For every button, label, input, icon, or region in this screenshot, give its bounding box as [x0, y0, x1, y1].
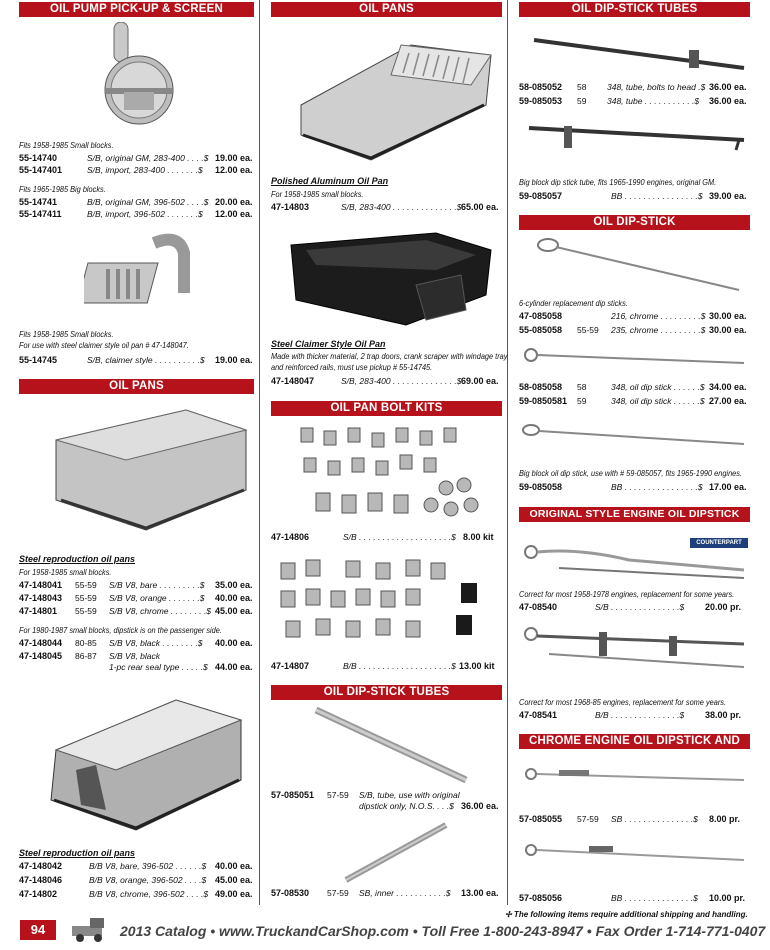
description: SB, inner . . . . . . . . . . .$ [359, 888, 451, 898]
part-number: 47-08541 [519, 710, 558, 720]
product-row [19, 580, 254, 591]
price: 17.00 ea. [709, 482, 747, 492]
part-number: 47-148045 [19, 651, 63, 661]
price: 36.00 ea. [461, 801, 499, 811]
description: B/B . . . . . . . . . . . . . . . . . . . .$ [343, 661, 456, 671]
year-range: 80-85 [75, 638, 97, 648]
description: B/B, original GM, 396-502 . . . .$ [87, 197, 209, 207]
year-range: 55-59 [75, 593, 97, 603]
part-number: 57-085056 [519, 893, 563, 903]
year-range: 55-59 [75, 580, 97, 590]
year-range: 58 [577, 382, 587, 392]
product-title: Steel reproduction oil pans [19, 848, 136, 858]
price: 35.00 ea. [215, 580, 253, 590]
price: 8.00 pr. [709, 814, 741, 824]
product-row [519, 96, 750, 107]
part-number: 57-08530 [271, 888, 310, 898]
fitment-note: For 1980-1987 small blocks, dipstick is on the passenger side. [19, 626, 222, 635]
description: S/B, original GM, 283-400 . . . .$ [87, 153, 209, 163]
description: 348, tube . . . . . . . . . . .$ [607, 96, 700, 106]
part-number: 55-14740 [19, 153, 58, 163]
description: S/B V8, chrome . . . . . . . .$ [109, 606, 212, 616]
description: SB . . . . . . . . . . . . . . .$ [611, 814, 698, 824]
year-range: 86-87 [75, 651, 97, 661]
truck-logo-icon [70, 914, 114, 944]
product-row [519, 311, 750, 322]
year-range: 57-59 [577, 814, 599, 824]
fitment-note: Made with thicker material, 2 trap doors, crank scraper with windage tray [271, 352, 508, 361]
part-number: 47-085058 [519, 311, 563, 321]
product-row [271, 202, 502, 213]
price: 44.00 ea. [215, 662, 253, 672]
description: B/B . . . . . . . . . . . . . . .$ [595, 710, 685, 720]
section-header-oil-pans: OIL PANS [271, 2, 502, 17]
sb-bolt-kit-image [296, 423, 481, 523]
year-range: 55-59 [75, 606, 97, 616]
shipping-note: ✢ The following items require additional shipping and handling. [505, 910, 748, 919]
dipstick-tube-nos-image [306, 705, 476, 785]
inner-dipstick-tube-image [336, 820, 456, 885]
price: 30.00 ea. [709, 311, 747, 321]
column-divider [507, 0, 508, 905]
part-number: 47-148046 [19, 875, 63, 885]
polished-aluminum-oil-pan-image [291, 25, 501, 170]
price: 13.00 kit [459, 661, 495, 671]
part-number: 47-08540 [519, 602, 558, 612]
product-row-continued [19, 662, 254, 673]
oil-pan-chrome-image [36, 680, 256, 840]
price: 12.00 ea. [215, 209, 253, 219]
product-row [519, 325, 750, 336]
price: 36.00 ea. [709, 96, 747, 106]
oil-pan-bare-image [36, 400, 256, 540]
price: 69.00 ea. [461, 376, 499, 386]
part-number: 57-085055 [519, 814, 563, 824]
catalog-footer-line: 2013 Catalog • www.TruckandCarShop.com • Toll Free 1-800-243-8947 • Fax Order 1-714-771-0407 [120, 923, 766, 939]
product-row [271, 790, 502, 801]
product-title: Polished Aluminum Oil Pan [271, 176, 389, 186]
oil-pump-pickup-image [84, 22, 194, 127]
column-divider [259, 0, 260, 905]
product-title: Steel reproduction oil pans [19, 554, 136, 564]
part-number: 47-148047 [271, 376, 315, 386]
description: B/B V8, chrome, 396-502 . . . .$ [89, 889, 209, 899]
price: 40.00 ea. [215, 638, 253, 648]
348-dipstick-image [519, 345, 749, 370]
part-number: 55-14745 [19, 355, 58, 365]
section-header-oil-pan-bolt-kits: OIL PAN BOLT KITS [271, 401, 502, 416]
product-row [519, 482, 750, 493]
part-number: 47-14807 [271, 661, 310, 671]
description: BB . . . . . . . . . . . . . . . .$ [611, 482, 703, 492]
part-number: 47-14802 [19, 889, 58, 899]
description: B/B V8, orange, 396-502 . . . .$ [89, 875, 207, 885]
part-number: 55-085058 [519, 325, 563, 335]
price: 65.00 ea. [461, 202, 499, 212]
section-header-oil-pump-pickup: OIL PUMP PICK-UP & SCREEN [19, 2, 254, 17]
description: S/B V8, black . . . . . . . .$ [109, 638, 203, 648]
product-row [519, 893, 750, 904]
part-number: 55-14741 [19, 197, 58, 207]
bb-bolt-kit-image [276, 555, 491, 650]
product-row [519, 710, 750, 721]
year-range: 59 [577, 396, 587, 406]
price: 36.00 ea. [709, 82, 747, 92]
bb-pickup-screen-image [84, 233, 204, 313]
bb-chrome-dipstick-image [519, 840, 749, 870]
price: 49.00 ea. [215, 889, 253, 899]
year-range: 55-59 [577, 325, 599, 335]
price: 45.00 ea. [215, 875, 253, 885]
fitment-note: 6-cylinder replacement dip sticks. [519, 299, 628, 308]
price: 45.00 ea. [215, 606, 253, 616]
section-header-oil-dip-stick-tubes: OIL DIP-STICK TUBES [519, 2, 750, 17]
product-row [19, 153, 254, 164]
product-row [19, 606, 254, 617]
description: S/B, 283-400 . . . . . . . . . . . . . .$ [341, 376, 462, 386]
section-header-original-style-dipstick-and-tube: ORIGINAL STYLE ENGINE OIL DIPSTICK AND TUBE [519, 507, 750, 522]
part-number: 58-085058 [519, 382, 563, 392]
part-number: 47-148042 [19, 861, 63, 871]
bb-dipstick-tube-image [524, 118, 749, 163]
steel-claimer-oil-pan-image [286, 225, 496, 335]
fitment-note: Big block oil dip stick, use with # 59-085057, fits 1965-1990 engines. [519, 469, 742, 478]
year-range: 59 [577, 96, 587, 106]
year-range: 57-59 [327, 790, 349, 800]
price: 38.00 pr. [705, 710, 742, 720]
fitment-note: Correct for most 1968-85 engines, replacement for some years. [519, 698, 726, 707]
description: S/B . . . . . . . . . . . . . . .$ [595, 602, 685, 612]
product-row [19, 875, 254, 886]
part-number: 57-085051 [271, 790, 315, 800]
description: B/B V8, bare, 396-502 . . . . . .$ [89, 861, 207, 871]
price: 8.00 kit [463, 532, 494, 542]
description: S/B, tube, use with original [359, 790, 460, 800]
part-number: 58-085052 [519, 82, 563, 92]
fitment-note: For use with steel claimer style oil pan # 47-148047. [19, 341, 189, 350]
part-number: 47-14801 [19, 606, 58, 616]
description: B/B, import, 396-502 . . . . . . .$ [87, 209, 203, 219]
counterpart-badge: COUNTERPART [690, 538, 748, 548]
part-number: 59-085058 [519, 482, 563, 492]
product-title: Steel Claimer Style Oil Pan [271, 339, 386, 349]
fitment-note: Big block dip stick tube, fits 1965-1990 engines, original GM. [519, 178, 717, 187]
product-row [271, 888, 502, 899]
product-row [519, 814, 750, 825]
part-number: 47-14806 [271, 532, 310, 542]
part-number: 55-147411 [19, 209, 62, 219]
product-row [19, 209, 254, 220]
product-row [271, 532, 502, 543]
part-number: 47-148041 [19, 580, 63, 590]
price: 19.00 ea. [215, 153, 253, 163]
348-dipstick-tube-image [529, 28, 749, 73]
sb-original-dipstick-tube-image [519, 540, 749, 585]
price: 40.00 ea. [215, 861, 253, 871]
year-range: 57-59 [327, 888, 349, 898]
price: 20.00 ea. [215, 197, 253, 207]
fitment-note: Fits 1958-1985 Small blocks. [19, 141, 114, 150]
product-row [519, 382, 750, 393]
description: 348, oil dip stick . . . . . .$ [611, 396, 705, 406]
price: 12.00 ea. [215, 165, 253, 175]
description: 216, chrome . . . . . . . . .$ [611, 311, 706, 321]
description: S/B V8, orange . . . . . . .$ [109, 593, 205, 603]
description: S/B . . . . . . . . . . . . . . . . . . . .$ [343, 532, 456, 542]
product-row [19, 593, 254, 604]
year-range: 58 [577, 82, 587, 92]
description: BB . . . . . . . . . . . . . . . .$ [611, 191, 703, 201]
product-row [19, 651, 254, 662]
part-number: 47-148044 [19, 638, 63, 648]
product-row [271, 376, 502, 387]
description: S/B V8, black [109, 651, 161, 661]
description: S/B V8, bare . . . . . . . . .$ [109, 580, 205, 590]
product-row [19, 165, 254, 176]
description: 235, chrome . . . . . . . . .$ [611, 325, 706, 335]
part-number: 59-085053 [519, 96, 563, 106]
section-header-chrome-dipstick-and-tubes: CHROME ENGINE OIL DIPSTICK AND TUBES [519, 734, 750, 749]
product-row [19, 889, 254, 900]
description: dipstick only, N.O.S. . . .$ [359, 801, 454, 811]
product-row [519, 602, 750, 613]
description: S/B, import, 283-400 . . . . . . .$ [87, 165, 203, 175]
product-row [19, 197, 254, 208]
description: S/B, 283-400 . . . . . . . . . . . . . .$ [341, 202, 462, 212]
product-row [19, 638, 254, 649]
product-row [519, 82, 750, 93]
price: 40.00 ea. [215, 593, 253, 603]
sb-chrome-dipstick-image [519, 762, 749, 792]
fitment-note: and reinforced rails, must use pickup # 55-14745. [271, 363, 433, 372]
price: 30.00 ea. [709, 325, 747, 335]
section-header-oil-dip-stick: OIL DIP-STICK [519, 215, 750, 230]
price: 10.00 pr. [709, 893, 746, 903]
fitment-note: For 1958-1985 small blocks. [271, 190, 364, 199]
6-cyl-dipstick-image [534, 235, 744, 295]
description: 348, oil dip stick . . . . . .$ [611, 382, 705, 392]
description: BB . . . . . . . . . . . . . . .$ [611, 893, 698, 903]
price: 27.00 ea. [709, 396, 747, 406]
part-number: 47-148043 [19, 593, 63, 603]
product-row [19, 355, 254, 366]
description: S/B, claimer style . . . . . . . . . .$ [87, 355, 205, 365]
product-row [519, 396, 750, 407]
part-number: 47-14803 [271, 202, 310, 212]
product-row [519, 191, 750, 202]
section-header-oil-pans: OIL PANS [19, 379, 254, 394]
description: 1-pc rear seal type . . . . .$ [109, 662, 208, 672]
fitment-note: Correct for most 1958-1978 engines, replacement for some years. [519, 590, 735, 599]
price: 13.00 ea. [461, 888, 499, 898]
price: 19.00 ea. [215, 355, 253, 365]
bb-original-dipstick-tube-image [519, 622, 749, 672]
section-header-oil-dip-stick-tubes: OIL DIP-STICK TUBES [271, 685, 502, 700]
page-number: 94 [20, 920, 56, 940]
fitment-note: Fits 1958-1985 Small blocks. [19, 330, 114, 339]
part-number: 59-0850581 [519, 396, 568, 406]
product-row [19, 861, 254, 872]
description: 348, tube, bolts to head .$ [607, 82, 706, 92]
price: 20.00 pr. [705, 602, 742, 612]
fitment-note: For 1958-1985 small blocks. [19, 568, 112, 577]
part-number: 55-147401 [19, 165, 63, 175]
bb-dipstick-image [519, 420, 749, 450]
product-row-continued [271, 801, 502, 812]
product-row [271, 661, 502, 672]
price: 39.00 ea. [709, 191, 747, 201]
price: 34.00 ea. [709, 382, 747, 392]
part-number: 59-085057 [519, 191, 563, 201]
fitment-note: Fits 1965-1985 Big blocks. [19, 185, 106, 194]
